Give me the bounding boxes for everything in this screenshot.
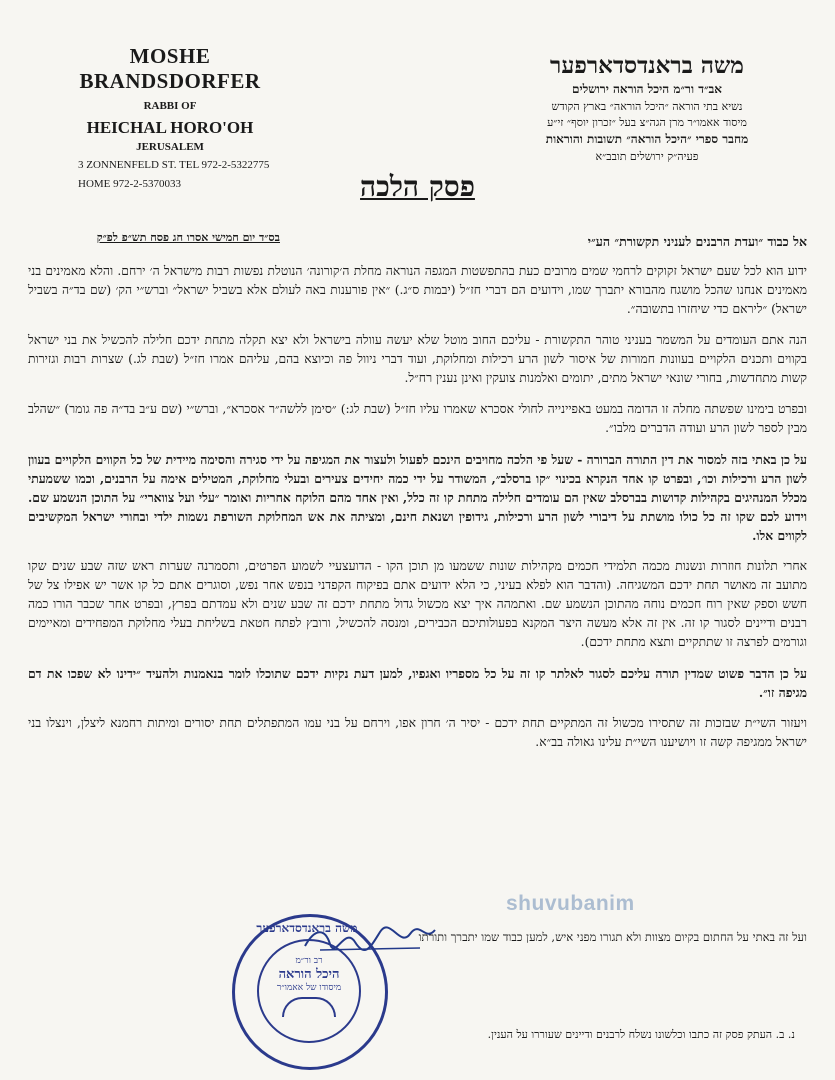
- city-en: JERUSALEM: [136, 141, 204, 153]
- signature-icon: [300, 918, 440, 958]
- paragraph: הנה אתם העומדים על המשמר בעניני טוהר התקשורת - עליכם החוב מוטל שלא יעשה עוולה בישראל ולא יצא תקלה מתחת ידכם חלילה להכשיל את בני ישראל בקווים ותכנים הלקויים בעוונות חמורות של איסור לשון הרע רכילות ומחלוקת, ועוד דברי ניוול פה וכיוצא בהם, עליהם אמרו חז״ל (שבת לג.) שצרות רבות וגזירות קשות מתחדשות, בחורי שונאי ישראל מתים, יתומים ואלמנות צועקין ואינן נענין רח״ל.: [28, 333, 807, 385]
- seal-founded: מיסודו של אאמו״ר: [276, 983, 342, 993]
- paragraph: ויעזור השי״ת שבזכות זה שתסירו מכשול זה המתקיים תחת ידכם - יסיר ה׳ חרון אפו, וירחם על בני עמו המתפתלים תחת יסורים ומיתות רחמנא ליצלן, וינצלו בני ישראל ממגיפה קשה זו ויושיענו השי״ת עלינו גאולה בב״א.: [28, 716, 807, 749]
- letterhead-he-line1: אב״ד ור״מ היכל הוראה ירושלים: [571, 82, 723, 96]
- addressee: אל כבוד ״ועדת הרבנים לעניני תקשורת״ הע״י: [587, 234, 807, 249]
- closing-line: ועל זה באתי על החתום בקיום מצוות ולא תגורו מפני איש, למען כבוד שמו יתברך ותורתו: [418, 930, 807, 944]
- address-en: 3 ZONNENFELD ST. TEL 972-2-5322775: [78, 159, 270, 171]
- seal-ring-text: משה בראנדסדארפער: [256, 921, 358, 935]
- rabbi-of-label: RABBI OF: [143, 100, 197, 112]
- rabbi-name-he: משה בראנדסדארפער: [550, 52, 744, 79]
- paragraph: אחרי תלונות חוזרות ונשנות מכמה תלמידי חכמים מקהילות שונות ששמעו מן תוכן הקו - הדועצעיי לשמוע הפרטים, ותסמרנה שערות ראש שזה שבע שנים שקו מתועב זה מאושר תחת ידכם המשגיחה. (והדבר הוא לפלא בעיני, כי הלא ידועים אתם בפיקוח הקפדני בנפש אחר נפש, וסוגרים אתם כל קו אשר יש אפילו צל של חשש וספק שאין רוח חכמים נוחה מהתוכן הנשמע שם. ואתמהה איך יצא מכשול גדול מתחת ידכם זה שבע שנים ולא עמדתם בפרץ, ובפרט אחר שכבר הורו כמה רבנים ודיינים לסגור קו זה. אין זה אלא מעשה היצר המקנא בפעולותיכם הכבירים, ומנסה להכשיל, ורובץ לפתח חטאת בשליחת בעלי מחלוקת המפחידים ומאיימים וגורמים לפרצה זו שתתקיים ותצא מתחת ידכם).: [28, 559, 807, 649]
- letterhead-hebrew: [497, 52, 797, 163]
- seal-institution: היכל הוראה: [278, 967, 340, 982]
- document-title: פסק הלכה: [360, 170, 475, 203]
- paragraph: על כן הדבר פשוט שמדין תורה עליכם לסגור לאלתר קו זה על כל מספריו ואגפיו, למען דעת נקיות ידכם שתוכלו לומר בנאמנות ולהעיד ״ידינו לא שפכו את דם מגיפה זו״.: [28, 666, 807, 700]
- rabbi-name-en: MOSHE BRANDSDORFER: [79, 44, 261, 93]
- document-body: [28, 262, 807, 764]
- home-phone-en: HOME 972-2-5370033: [78, 178, 181, 190]
- paragraph: ובפרט בימינו שפשתה מחלה זו הדומה במעט באפיינייה לחולי אסכרא שאמרו עליו חז״ל (שבת לג:) ״סימן ללשה״ר אסכרא״, וברש״י (שם ע״ב בד״ה פה גומר) ״שהלב מבין לספר לשון הרע ועודה הדברים מלבו״.: [28, 402, 807, 435]
- institution-name-en: HEICHAL HORO'OH: [86, 118, 254, 137]
- letterhead-he-line5: פעיה״ק ירושלים תובב״א: [595, 150, 699, 163]
- document-date: בס״ד יום חמישי אסרו חג פסח תש״פ לפ״ק: [96, 231, 280, 244]
- paragraph: על כן באתי בזה למסור את דין התורה הברורה - שעל פי הלכה מחויבים הינכם לפעול ולעצור את המגיפה על ידי סגירה והסימה מיידית של כל הקווים הלקויים בעוון לשון הרע ורכילות וכו׳, ובפרט קו אחד הנקרא בכינוי ״קו ברסלב״, המשודר על ידי כמה יחידים צעירים ובעלי מחלוקת, המטילים אימה על הרבנים, וכמו ששמעתי מכלל המנהיגים בקהילות קדושות בברסלב שאין הם עומדים חלילה מתחת קו זה כלל, ואין אחד מהם הלוקח אחריות ואומר ״עלי ועל צווארי״ על התוכן הנשמע שם. וידוע לכם שקו זה כל כולו מושתת על דיבורי לשון הרע ורכילות, גידופין ושנאת חינם, ומציתה את אש המחלוקת השורפת נשמות ילדי ובחורי ישראל המקשיבים לקווים אלו.: [28, 452, 807, 543]
- seal-role: רב ור״מ: [295, 956, 323, 966]
- letterhead-he-line2: נשיא בתי הוראה ״היכל הוראה״ בארץ הקודש: [551, 100, 743, 113]
- watermark: shuvubanim: [506, 892, 635, 915]
- letterhead-he-line4: מחבר ספרי ״היכל הוראה״ תשובות והוראות: [545, 132, 749, 146]
- nota-bene: נ. ב. העתק פסק זה כתבו וכלשונו נשלח לרבנים ודיינים שעוררו על הענין.: [487, 1028, 795, 1041]
- letterhead-english: [40, 44, 300, 191]
- letterhead-he-line3: מיסוד אאמו״ר מרן הגה״צ בעל ״זכרון יוסף״ זי״ע: [547, 116, 747, 129]
- paragraph: ידוע הוא לכל שעם ישראל זקוקים לרחמי שמים מרובים כעת בהתפשטות המגפה הנוראה מחלת ה׳קורונה׳ הנוטלת נפשות רבות מישראל ה׳ ירחם. והלא מאמינים בני מאמינים אנחנו שהכל מושגח מהבורא יתברך שמו, וידועים הם דברי חז״ל (יבמות ס״ג.) ״אין פורענות באה לעולם אלא בשביל ישראל״ וברש״י הק׳ (שם בד״ה בשביל ישראל) ״ליראם כדי שיחזרו בתשובה״.: [28, 264, 807, 316]
- seal-gate-icon: [282, 997, 336, 1017]
